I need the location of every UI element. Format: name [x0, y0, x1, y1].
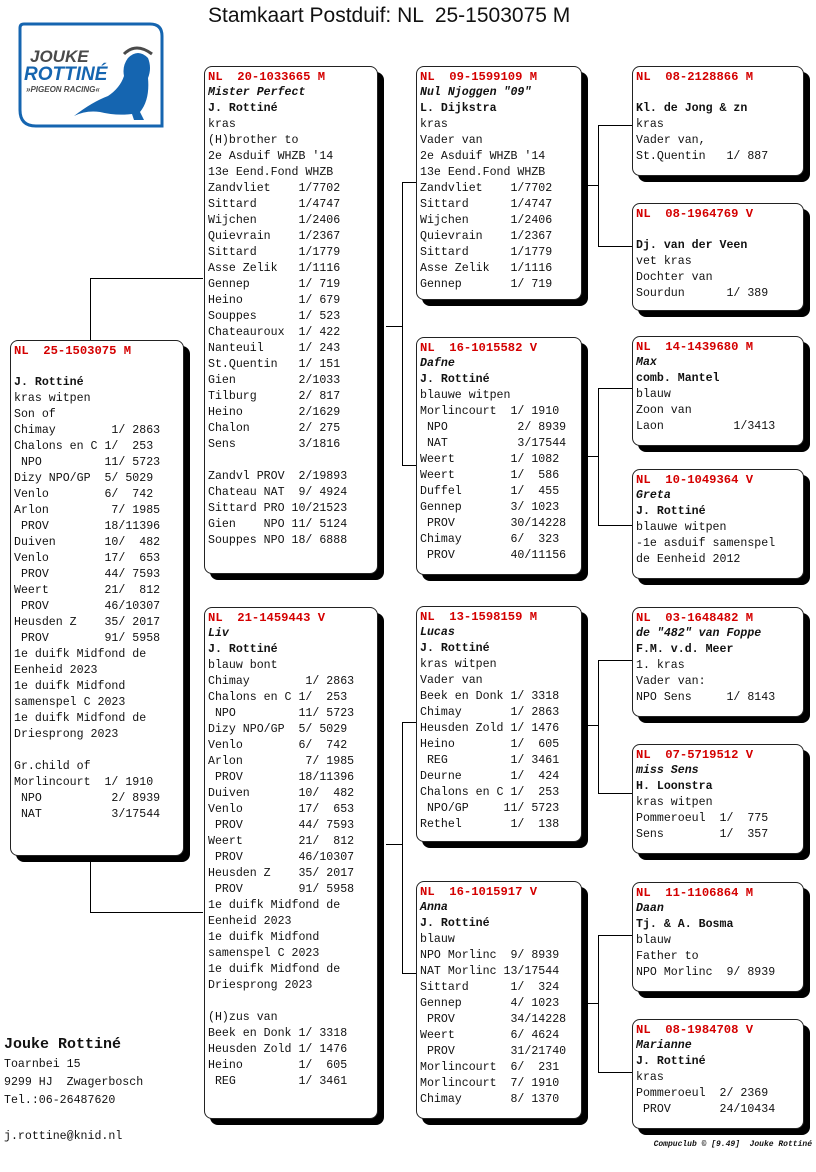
- ring-number: NL 16-1015917 V: [420, 885, 538, 899]
- pigeon-name: Lucas: [420, 626, 455, 639]
- ring-number: NL 20-1033665 M: [208, 70, 326, 84]
- card-line: NPO 11/ 5723: [208, 707, 355, 720]
- card-line: Father to: [636, 950, 699, 963]
- card-line: [14, 743, 183, 759]
- card-line: Venlo 6/ 742: [14, 488, 154, 501]
- connector-subject-mother: [90, 858, 203, 913]
- card-line: Weert 1/ 586: [420, 469, 560, 482]
- card-line: Sourdun 1/ 389: [636, 287, 769, 300]
- card-line: Weert 21/ 812: [208, 835, 355, 848]
- connector-mf-mm-bracket: [402, 722, 417, 974]
- card-line: Nanteuil 1/ 243: [208, 342, 341, 355]
- card-line: Chimay 1/ 2863: [208, 675, 355, 688]
- connector-ff-fm-bracket: [402, 182, 417, 466]
- card-line: samenspel C 2023: [208, 947, 320, 960]
- card-line: Sittard PRO 10/21523: [208, 502, 348, 515]
- card-line: de Eenheid 2012: [636, 553, 741, 566]
- card-line: Weert 1/ 1082: [420, 453, 560, 466]
- card-line: Wijchen 1/2406: [208, 214, 341, 227]
- pigeon-name: Greta: [636, 489, 671, 502]
- card-line: (H)zus van: [208, 1011, 278, 1024]
- card-line: PROV 46/10307: [208, 851, 355, 864]
- ring-number: NL 08-2128866 M: [636, 70, 754, 84]
- card-line: 1e duifk Midfond de: [14, 712, 147, 725]
- card-line: NAT 3/17544: [14, 808, 161, 821]
- card-line: (H)brother to: [208, 134, 299, 147]
- card-line: Venlo 17/ 653: [14, 552, 161, 565]
- card-line: Wijchen 1/2406: [420, 214, 553, 227]
- card-line: NPO Morlinc 9/ 8939: [420, 949, 560, 962]
- connector-subject-father: [90, 278, 203, 341]
- card-line: 13e Eend.Fond WHZB: [208, 166, 334, 179]
- card-line: Dizy NPO/GP 5/ 5029: [14, 472, 154, 485]
- card-line: Weert 21/ 812: [14, 584, 161, 597]
- card-line: PROV 18/11396: [14, 520, 161, 533]
- owner-name: Jouke Rottiné: [4, 1036, 122, 1053]
- card-line: Morlincourt 1/ 1910: [14, 776, 154, 789]
- card-line: kras witpen: [420, 658, 497, 671]
- card-line: 1e duifk Midfond de: [208, 899, 341, 912]
- card-line: Chalon 2/ 275: [208, 422, 341, 435]
- owner-info: [4, 1034, 143, 1146]
- card-line: PROV 24/10434: [636, 1103, 776, 1116]
- card-line: PROV 18/11396: [208, 771, 355, 784]
- card-line: Vader van: [420, 134, 483, 147]
- card-line: Venlo 6/ 742: [208, 739, 348, 752]
- card-line: 1. kras: [636, 659, 685, 672]
- card-line: Asse Zelik 1/1116: [420, 262, 553, 275]
- breeder-name: L. Dijkstra: [420, 102, 497, 115]
- pigeon-card-mm[interactable]: [416, 881, 582, 1119]
- breeder-name: J. Rottiné: [420, 373, 490, 386]
- ring-number: NL 08-1984708 V: [636, 1023, 754, 1037]
- ring-number: NL 03-1648482 M: [636, 611, 754, 625]
- breeder-name: J. Rottiné: [420, 642, 490, 655]
- card-line: Zandvliet 1/7702: [420, 182, 553, 195]
- card-line: PROV 91/ 5958: [14, 632, 161, 645]
- pigeon-name: [636, 222, 803, 238]
- card-line: Chalons en C 1/ 253: [14, 440, 154, 453]
- card-line: Sens 1/ 357: [636, 828, 769, 841]
- card-line: blauw: [636, 934, 671, 947]
- card-line: Gien 2/1033: [208, 374, 341, 387]
- card-line: Gennep 1/ 719: [420, 278, 553, 291]
- card-line: kras: [208, 118, 236, 131]
- card-line: Souppes NPO 18/ 6888: [208, 534, 348, 547]
- card-line: 1e duifk Midfond: [14, 680, 126, 693]
- connector-ff-parents: [582, 185, 598, 187]
- card-line: 1e duifk Midfond de: [208, 963, 341, 976]
- breeder-name: H. Loonstra: [636, 780, 713, 793]
- card-line: Gien NPO 11/ 5124: [208, 518, 348, 531]
- card-line: Chateau NAT 9/ 4924: [208, 486, 348, 499]
- pigeon-card-fmf[interactable]: [632, 336, 804, 446]
- pigeon-card-father[interactable]: [204, 66, 378, 574]
- breeder-name: J. Rottiné: [636, 505, 706, 518]
- card-line: Sittard 1/1779: [208, 246, 341, 259]
- pigeon-card-mother[interactable]: [204, 607, 378, 1119]
- logo-line2: ROTTINÉ: [24, 64, 108, 85]
- card-line: blauwe witpen: [420, 389, 511, 402]
- logo-line3: »PIGEON RACING«: [26, 85, 100, 94]
- card-line: Heusden Z 35/ 2017: [14, 616, 161, 629]
- ring-number: NL 21-1459443 V: [208, 611, 326, 625]
- card-line: blauw bont: [208, 659, 278, 672]
- breeder-name: F.M. v.d. Meer: [636, 643, 734, 656]
- card-line: blauw: [636, 388, 671, 401]
- card-line: Driesprong 2023: [208, 979, 313, 992]
- card-line: vet kras: [636, 255, 692, 268]
- card-line: Duiven 10/ 482: [208, 787, 355, 800]
- card-line: PROV 30/14228: [420, 517, 567, 530]
- card-line: Duffel 1/ 455: [420, 485, 560, 498]
- card-line: REG 1/ 3461: [420, 754, 560, 767]
- card-line: REG 1/ 3461: [208, 1075, 348, 1088]
- breeder-name: comb. Mantel: [636, 372, 720, 385]
- card-line: Vader van:: [636, 675, 706, 688]
- card-line: [208, 453, 377, 469]
- card-line: Quievrain 1/2367: [420, 230, 553, 243]
- ring-number: NL 07-5719512 V: [636, 748, 754, 762]
- pigeon-name: de "482" van Foppe: [636, 627, 762, 640]
- card-line: Tilburg 2/ 817: [208, 390, 341, 403]
- breeder-name: J. Rottiné: [14, 376, 84, 389]
- connector-ff-bracket: [598, 125, 633, 247]
- card-line: Gennep 4/ 1023: [420, 997, 560, 1010]
- card-line: PROV 40/11156: [420, 549, 567, 562]
- card-line: Chimay 1/ 2863: [420, 706, 560, 719]
- card-line: Morlincourt 1/ 1910: [420, 405, 560, 418]
- logo-line1: JOUKE: [30, 47, 89, 66]
- pigeon-name: Marianne: [636, 1039, 692, 1052]
- card-line: NPO 11/ 5723: [14, 456, 161, 469]
- card-line: Rethel 1/ 138: [420, 818, 560, 831]
- card-line: Eenheid 2023: [14, 664, 98, 677]
- card-line: PROV 31/21740: [420, 1045, 567, 1058]
- pigeon-card-ffm[interactable]: [632, 203, 804, 311]
- breeder-name: J. Rottiné: [208, 102, 278, 115]
- card-line: Gr.child of: [14, 760, 91, 773]
- card-line: blauw: [420, 933, 455, 946]
- card-line: Duiven 10/ 482: [14, 536, 161, 549]
- logo: [16, 22, 164, 132]
- pigeon-card-ff[interactable]: [416, 66, 582, 300]
- ring-number: NL 09-1599109 M: [420, 70, 538, 84]
- card-line: kras: [636, 1071, 664, 1084]
- pigeon-card-mmf[interactable]: [632, 882, 804, 992]
- card-line: Souppes 1/ 523: [208, 310, 341, 323]
- breeder-name: J. Rottiné: [636, 1055, 706, 1068]
- card-line: Beek en Donk 1/ 3318: [420, 690, 560, 703]
- pigeon-card-mff[interactable]: [632, 607, 804, 717]
- pigeon-card-mfm[interactable]: [632, 744, 804, 854]
- card-line: Quievrain 1/2367: [208, 230, 341, 243]
- ring-number: NL 13-1598159 M: [420, 610, 538, 624]
- card-line: Heusden Zold 1/ 1476: [208, 1043, 348, 1056]
- card-line: Heino 1/ 605: [420, 738, 560, 751]
- card-line: [14, 359, 183, 375]
- connector-mother-mf: [386, 844, 402, 846]
- card-line: Chalons en C 1/ 253: [208, 691, 348, 704]
- connector-fm-parents: [582, 456, 598, 458]
- card-line: Sittard 1/4747: [420, 198, 553, 211]
- spacer: [4, 1110, 143, 1128]
- card-line: -1e asduif samenspel: [636, 537, 776, 550]
- card-line: Sittard 1/4747: [208, 198, 341, 211]
- card-line: Heino 1/ 605: [208, 1059, 348, 1072]
- card-line: Morlincourt 7/ 1910: [420, 1077, 560, 1090]
- card-line: PROV 46/10307: [14, 600, 161, 613]
- breeder-name: Tj. & A. Bosma: [636, 918, 734, 931]
- card-line: Dizy NPO/GP 5/ 5029: [208, 723, 348, 736]
- card-line: Vader van: [420, 674, 483, 687]
- card-line: 13e Eend.Fond WHZB: [420, 166, 546, 179]
- card-line: NPO 2/ 8939: [420, 421, 567, 434]
- card-line: Gennep 1/ 719: [208, 278, 341, 291]
- card-line: 2e Asduif WHZB '14: [208, 150, 334, 163]
- pigeon-name: Max: [636, 356, 657, 369]
- connector-mf-parents: [582, 725, 598, 727]
- card-line: Heusden Zold 1/ 1476: [420, 722, 560, 735]
- card-line: PROV 91/ 5958: [208, 883, 355, 896]
- card-line: NAT Morlinc 13/17544: [420, 965, 560, 978]
- card-line: Sittard 1/1779: [420, 246, 553, 259]
- card-line: NAT 3/17544: [420, 437, 567, 450]
- ring-number: NL 16-1015582 V: [420, 341, 538, 355]
- card-line: St.Quentin 1/ 887: [636, 150, 769, 163]
- card-line: Weert 6/ 4624: [420, 1029, 560, 1042]
- pigeon-name: Anna: [420, 901, 448, 914]
- card-line: Beek en Donk 1/ 3318: [208, 1027, 348, 1040]
- breeder-name: Dj. van der Veen: [636, 239, 748, 252]
- connector-mm-parents: [582, 1003, 598, 1005]
- card-line: kras witpen: [636, 796, 713, 809]
- card-line: Sittard 1/ 324: [420, 981, 560, 994]
- ring-number: NL 14-1439680 M: [636, 340, 754, 354]
- pigeon-name: Mister Perfect: [208, 86, 306, 99]
- card-line: kras witpen: [14, 392, 91, 405]
- breeder-name: Kl. de Jong & zn: [636, 102, 748, 115]
- card-line: Deurne 1/ 424: [420, 770, 560, 783]
- pigeon-card-fmm[interactable]: [632, 469, 804, 579]
- ring-number: NL 11-1106864 M: [636, 886, 754, 900]
- card-line: Chimay 8/ 1370: [420, 1093, 560, 1106]
- card-line: samenspel C 2023: [14, 696, 126, 709]
- card-line: Heusden Z 35/ 2017: [208, 867, 355, 880]
- card-line: NPO/GP 11/ 5723: [420, 802, 560, 815]
- card-line: Son of: [14, 408, 56, 421]
- owner-email[interactable]: j.rottine@knid.nl: [4, 1130, 123, 1143]
- card-line: Driesprong 2023: [14, 728, 119, 741]
- card-line: Zandvliet 1/7702: [208, 182, 341, 195]
- ring-number: NL 25-1503075 M: [14, 344, 132, 358]
- connector-fm-bracket: [598, 388, 633, 526]
- card-line: Zoon van: [636, 404, 692, 417]
- card-line: Asse Zelik 1/1116: [208, 262, 341, 275]
- card-line: Arlon 7/ 1985: [14, 504, 161, 517]
- card-line: Chimay 6/ 323: [420, 533, 560, 546]
- pigeon-card-fff[interactable]: [632, 66, 804, 176]
- card-line: Venlo 17/ 653: [208, 803, 355, 816]
- card-line: PROV 44/ 7593: [14, 568, 161, 581]
- card-line: Chateauroux 1/ 422: [208, 326, 341, 339]
- card-line: blauwe witpen: [636, 521, 727, 534]
- card-line: kras: [420, 118, 448, 131]
- card-line: PROV 44/ 7593: [208, 819, 355, 832]
- breeder-name: J. Rottiné: [208, 643, 278, 656]
- connector-mf-bracket: [598, 660, 633, 794]
- card-line: 1e duifk Midfond de: [14, 648, 147, 661]
- card-line: Sens 3/1816: [208, 438, 341, 451]
- card-line: Laon 1/3413: [636, 420, 776, 433]
- card-line: Pommeroeul 2/ 2369: [636, 1087, 769, 1100]
- card-line: NPO Sens 1/ 8143: [636, 691, 776, 704]
- card-line: Dochter van: [636, 271, 713, 284]
- breeder-name: J. Rottiné: [420, 917, 490, 930]
- pigeon-name: Dafne: [420, 357, 455, 370]
- card-line: Heino 2/1629: [208, 406, 341, 419]
- card-line: NPO 2/ 8939: [14, 792, 161, 805]
- pigeon-card-mmm[interactable]: [632, 1019, 804, 1129]
- card-line: Zandvl PROV 2/19893: [208, 470, 348, 483]
- card-line: 1e duifk Midfond: [208, 931, 320, 944]
- card-line: Morlincourt 6/ 231: [420, 1061, 560, 1074]
- pigeon-card-subject[interactable]: [10, 340, 184, 856]
- pigeon-name: miss Sens: [636, 764, 699, 777]
- card-line: PROV 34/14228: [420, 1013, 567, 1026]
- connector-father-ff: [386, 326, 402, 328]
- owner-phone: Tel.:06-26487620: [4, 1094, 116, 1107]
- card-line: NPO Morlinc 9/ 8939: [636, 966, 776, 979]
- pigeon-name: [636, 85, 803, 101]
- card-line: Gennep 3/ 1023: [420, 501, 560, 514]
- pigeon-card-mf[interactable]: [416, 606, 582, 842]
- footer-credit: Compuclub © [9.49] Jouke Rottiné: [653, 1140, 812, 1149]
- card-line: 2e Asduif WHZB '14: [420, 150, 546, 163]
- page-title: Stamkaart Postduif: NL 25-1503075 M: [208, 4, 571, 27]
- card-line: [208, 994, 377, 1010]
- card-line: Vader van,: [636, 134, 706, 147]
- ring-number: NL 10-1049364 V: [636, 473, 754, 487]
- pigeon-name: Nul Njoggen "09": [420, 86, 532, 99]
- logo-graphic: [16, 22, 164, 132]
- card-line: Chimay 1/ 2863: [14, 424, 161, 437]
- card-line: Heino 1/ 679: [208, 294, 341, 307]
- ring-number: NL 08-1964769 V: [636, 207, 754, 221]
- pigeon-name: Liv: [208, 627, 229, 640]
- card-line: St.Quentin 1/ 151: [208, 358, 341, 371]
- owner-address: Toarnbei 15: [4, 1058, 81, 1071]
- connector-mm-bracket: [598, 935, 633, 1073]
- card-line: Pommeroeul 1/ 775: [636, 812, 769, 825]
- owner-postcode-city: 9299 HJ Zwagerbosch: [4, 1076, 144, 1089]
- card-line: kras: [636, 118, 664, 131]
- card-line: Eenheid 2023: [208, 915, 292, 928]
- pigeon-card-fm[interactable]: [416, 337, 582, 575]
- card-line: Arlon 7/ 1985: [208, 755, 355, 768]
- pigeon-name: Daan: [636, 902, 664, 915]
- card-line: Chalons en C 1/ 253: [420, 786, 560, 799]
